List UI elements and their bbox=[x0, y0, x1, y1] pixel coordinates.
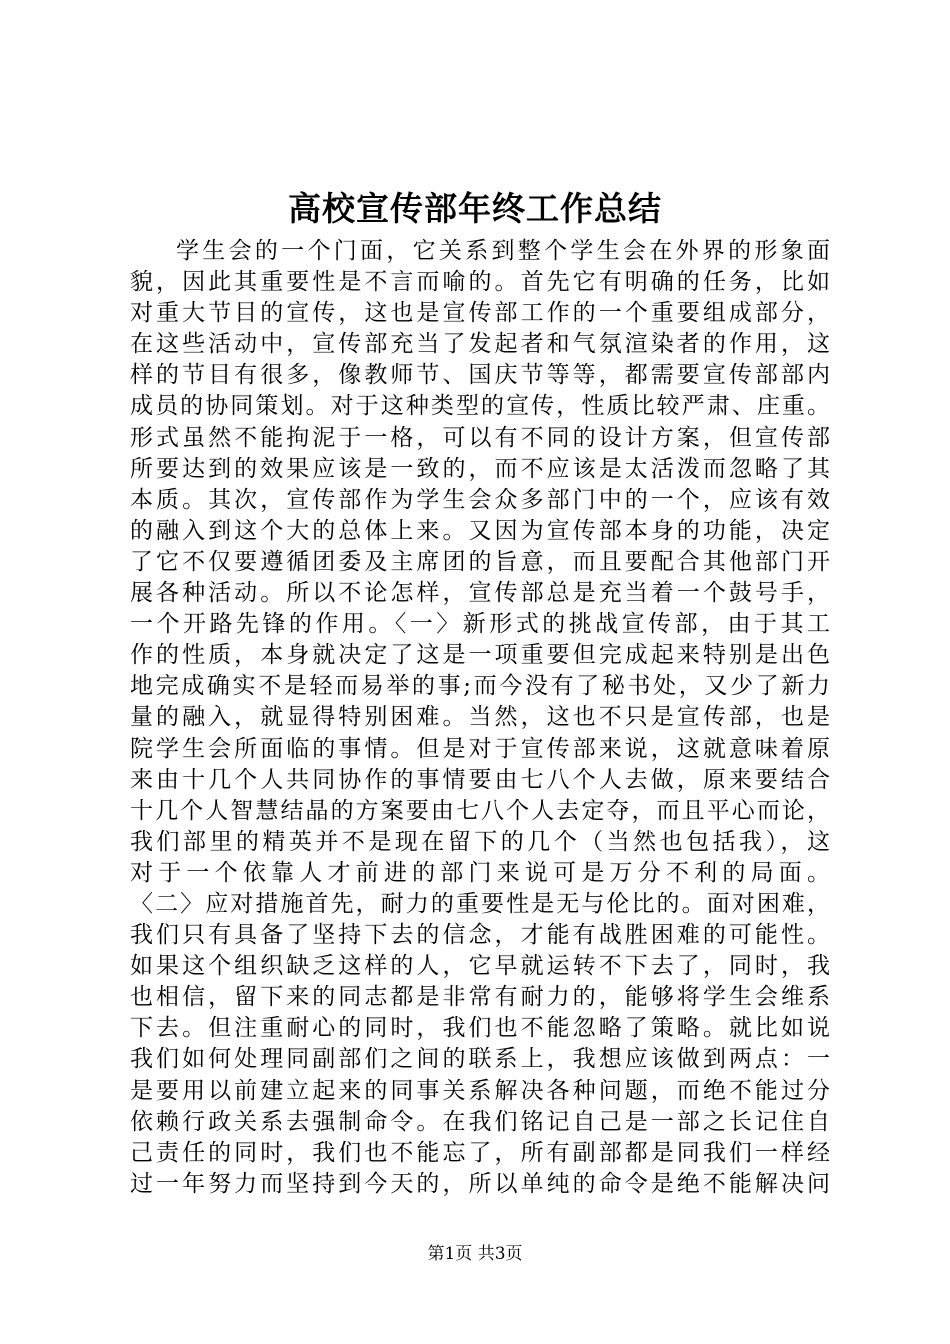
body-line: 院学生会所面临的事情。但是对于宣传部来说，这就意味着原 bbox=[130, 735, 830, 762]
body-line: 依赖行政关系去强制命令。在我们铭记自己是一部之长记住自 bbox=[130, 1108, 830, 1135]
body-line: 形式虽然不能拘泥于一格，可以有不同的设计方案，但宣传部 bbox=[130, 424, 830, 451]
body-line: 如果这个组织缺乏这样的人，它早就运转不下去了，同时，我 bbox=[130, 953, 830, 980]
document-body bbox=[130, 236, 830, 1200]
body-line: 的融入到这个大的总体上来。又因为宣传部本身的功能，决定 bbox=[130, 517, 830, 544]
body-line: 貌，因此其重要性是不言而喻的。首先它有明确的任务，比如 bbox=[130, 269, 830, 296]
body-line: 了它不仅要遵循团委及主席团的旨意，而且要配合其他部门开 bbox=[130, 548, 830, 575]
body-line: 也相信，留下来的同志都是非常有耐力的，能够将学生会维系 bbox=[130, 984, 830, 1011]
body-line: 在这些活动中，宣传部充当了发起者和气氛渲染者的作用，这 bbox=[130, 331, 830, 358]
body-line: 作的性质，本身就决定了这是一项重要但完成起来特别是出色 bbox=[130, 642, 830, 669]
body-line: 所要达到的效果应该是一致的，而不应该是太活泼而忽略了其 bbox=[130, 455, 830, 482]
body-line: 展各种活动。所以不论怎样，宣传部总是充当着一个鼓号手， bbox=[130, 580, 830, 607]
page-footer: 第1页 共3页 bbox=[427, 1244, 523, 1264]
body-line: 样的节目有很多，像教师节、国庆节等等，都需要宣传部部内 bbox=[130, 362, 830, 389]
body-line: 〈二〉应对措施首先，耐力的重要性是无与伦比的。面对困难， bbox=[130, 890, 830, 917]
body-line: 十几个人智慧结晶的方案要由七八个人去定夺，而且平心而论， bbox=[130, 797, 830, 824]
body-line: 地完成确实不是轻而易举的事;而今没有了秘书处，又少了新力 bbox=[130, 673, 830, 700]
body-line: 对于一个依靠人才前进的部门来说可是万分不利的局面。 bbox=[130, 859, 830, 886]
body-line: 一个开路先锋的作用。〈一〉新形式的挑战宣传部，由于其工 bbox=[130, 611, 830, 638]
body-line: 学生会的一个门面，它关系到整个学生会在外界的形象面 bbox=[176, 238, 830, 264]
body-line: 量的融入，就显得特别困难。当然，这也不只是宣传部，也是 bbox=[130, 704, 830, 731]
body-line: 本质。其次，宣传部作为学生会众多部门中的一个，应该有效 bbox=[130, 486, 830, 513]
document-title: 高校宣传部年终工作总结 bbox=[288, 189, 662, 228]
body-line: 我们部里的精英并不是现在留下的几个（当然也包括我），这 bbox=[130, 828, 830, 855]
body-line: 来由十几个人共同协作的事情要由七八个人去做，原来要结合 bbox=[130, 766, 830, 793]
body-line: 我们如何处理同副部们之间的联系上，我想应该做到两点：一 bbox=[130, 1046, 830, 1073]
body-line: 过一年努力而坚持到今天的，所以单纯的命令是绝不能解决问 bbox=[130, 1170, 830, 1197]
body-line: 成员的协同策划。对于这种类型的宣传，性质比较严肃、庄重。 bbox=[130, 393, 830, 420]
body-line: 我们只有具备了坚持下去的信念，才能有战胜困难的可能性。 bbox=[130, 922, 830, 949]
body-line: 是要用以前建立起来的同事关系解决各种问题，而绝不能过分 bbox=[130, 1077, 830, 1104]
body-line: 对重大节目的宣传，这也是宣传部工作的一个重要组成部分， bbox=[130, 300, 830, 327]
body-line: 己责任的同时，我们也不能忘了，所有副部都是同我们一样经 bbox=[130, 1139, 830, 1166]
body-line: 下去。但注重耐心的同时，我们也不能忽略了策略。就比如说 bbox=[130, 1015, 830, 1042]
